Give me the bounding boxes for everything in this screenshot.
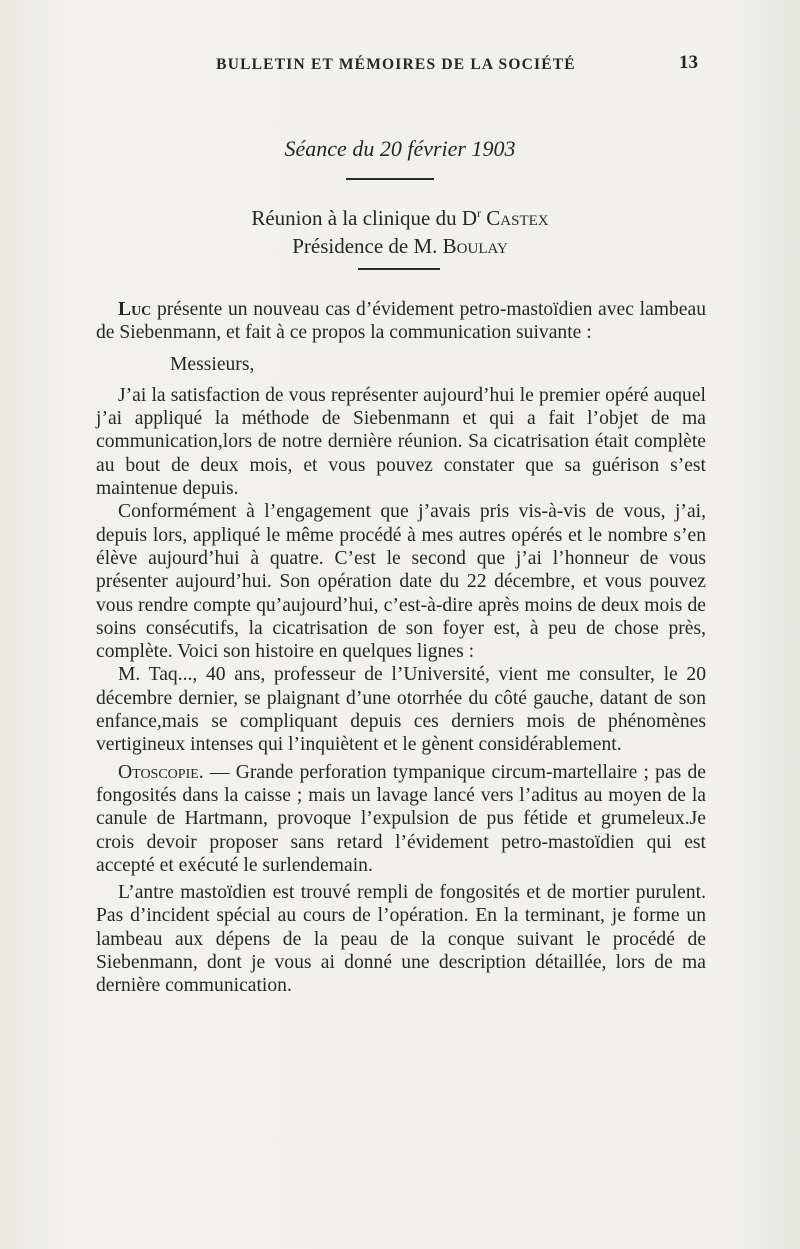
meeting-name: Castex xyxy=(486,206,549,230)
paragraph: Conformément à l’engagement que j’avais pris vis-à-vis de vous, j’ai, depuis lors, appliqué le même procédé à mes autres opérés et le nombre s’en élève aujourd’hui à quatre. C’est le second que j’ai l’honneur de vous présenter aujourd’hui. Son opération date du 22 décembre, et vous pouvez vous rendre compte qu’aujourd’hui, c’est-à-dire après moins de deux mois de soins consécutifs, la cicatrisation de son foyer est, à peu de chose près, complète. Voici son histoire en quelques lignes : xyxy=(96,501,706,663)
intro-text: présente un nouveau cas d’évidement petro-mastoïdien avec lambeau de Siebenmann, et fait à ce propos la communication suivante : xyxy=(96,299,706,344)
session-date-heading: Séance du 20 février 1903 xyxy=(284,136,516,161)
otoscopie-label: Otoscopie. xyxy=(118,761,204,783)
otoscopie-text: — Grande perforation tympanique circum-martellaire ; pas de fongosités dans la caisse ; mais un lavage lancé vers l’aditus au moyen de la canule de Hartmann, provoque l’expulsion de pus fétide et grumeleux.Je crois devoir proposer sans retard l’évidement petro-mastoïdien qui est accepté et exécuté le surlendemain. xyxy=(96,761,706,876)
meeting-sup: r xyxy=(477,206,482,220)
body-text xyxy=(96,298,706,998)
meeting-info xyxy=(0,199,800,260)
running-header: BULLETIN ET MÉMOIRES DE LA SOCIÉTÉ xyxy=(216,56,576,73)
page-number: 13 xyxy=(679,52,698,73)
paragraph: M. Taq..., 40 ans, professeur de l’Université, vient me consulter, le 20 décembre dernier, se plaignant d’une otorrhée du côté gauche, datant de son enfance,mais se compliquant depuis ces derniers mois de phénomènes vertigineux intenses qui l’inquiètent et le gènent considérablement. xyxy=(96,664,706,756)
meeting-location-line xyxy=(0,199,800,232)
salutation: Messieurs, xyxy=(170,353,255,375)
president-name: Boulay xyxy=(442,234,508,258)
presidency-line xyxy=(0,232,800,260)
intro-paragraph xyxy=(96,298,706,345)
otoscopie-paragraph xyxy=(96,761,706,877)
speaker-name: Luc xyxy=(118,299,152,320)
paragraph: L’antre mastoïdien est trouvé rempli de fongosités et de mortier purulent. Pas d’incident spécial au cours de l’opération. En la terminant, je forme un lambeau aux dépens de la peau de la conque suivant le procédé de Siebenmann, dont je vous ai donné une description détaillée, lors de ma dernière communication. xyxy=(96,882,706,997)
divider-rule xyxy=(346,178,434,180)
divider-rule xyxy=(358,268,440,270)
paragraph: J’ai la satisfaction de vous représenter aujourd’hui le premier opéré auquel j’ai appliqué la méthode de Siebenmann et qui a fait l’objet de ma communication,lors de notre dernière réunion. Sa cicatrisation était complète au bout de deux mois, et vous pouvez constater que sa guérison s’est maintenue depuis. xyxy=(96,384,706,500)
presidency-prefix: Présidence de M. xyxy=(292,234,438,258)
meeting-prefix: Réunion à la clinique du D xyxy=(251,206,478,230)
